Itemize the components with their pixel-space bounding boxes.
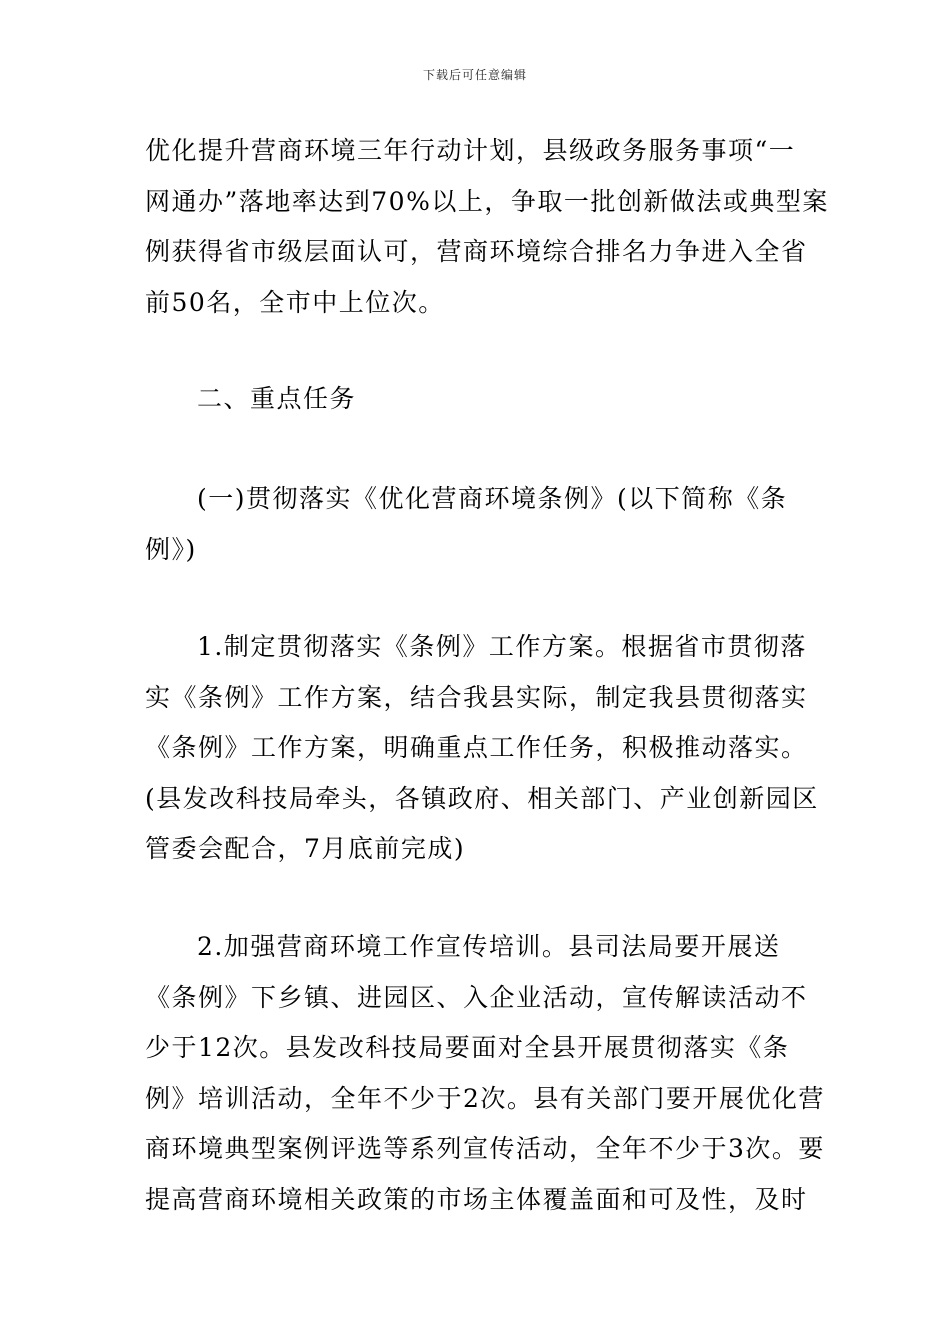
text-line: 《条例》下乡镇、进园区、入企业活动，宣传解读活动不	[145, 982, 808, 1012]
section-heading-key-tasks	[145, 374, 810, 425]
text-line: 提高营商环境相关政策的市场主体覆盖面和可及性，及时	[145, 1184, 808, 1214]
paragraph-task-1	[145, 622, 819, 875]
text-line: 《条例》工作方案，明确重点工作任务，积极推动落实。	[145, 733, 808, 762]
text-line: 1.制定贯彻落实《条例》工作方案。根据省市贯彻落	[197, 632, 807, 661]
heading-line: (一)贯彻落实《优化营商环境条例》(以下简称《条	[197, 484, 788, 513]
text-line: 网通办”落地率达到70%以上，争取一批创新做法或典型案	[145, 186, 829, 216]
heading-line: 例》)	[145, 534, 197, 564]
text-line: 例》培训活动，全年不少于2次。县有关部门要开展优化营	[145, 1083, 825, 1113]
heading-line: 二、重点任务	[197, 384, 357, 413]
text-line: 实《条例》工作方案，结合我县实际，制定我县贯彻落实	[145, 682, 808, 712]
paragraph-intro-continued	[145, 126, 829, 328]
text-line: 优化提升营商环境三年行动计划，县级政务服务事项“一	[145, 136, 796, 165]
text-line: 商环境典型案例评选等系列宣传活动，全年不少于3次。要	[145, 1134, 825, 1163]
text-line: 2.加强营商环境工作宣传培训。县司法局要开展送	[197, 932, 781, 961]
subsection-heading-regulation	[145, 474, 810, 575]
text-line: 管委会配合，7月底前完成)	[145, 834, 466, 863]
text-line: (县发改科技局牵头，各镇政府、相关部门、产业创新园区	[145, 783, 819, 813]
text-line: 例获得省市级层面认可，营商环境综合排名力争进入全省	[145, 237, 808, 266]
text-line: 前50名，全市中上位次。	[145, 287, 445, 317]
header-note: 下载后可任意编辑	[422, 68, 527, 82]
paragraph-task-2	[145, 922, 825, 1225]
text-line: 少于12次。县发改科技局要面对全县开展贯彻落实《条	[145, 1033, 790, 1062]
